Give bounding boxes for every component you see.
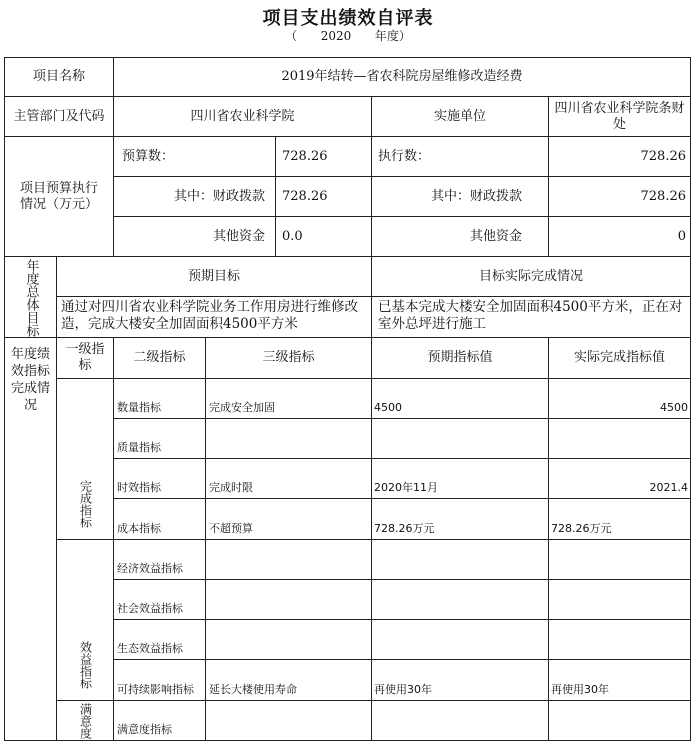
row-level2: 质量指标 bbox=[113, 418, 206, 459]
row-level3 bbox=[205, 418, 372, 459]
impl-unit-label: 实施单位 bbox=[371, 96, 549, 137]
exec-amount-value: 728.26 bbox=[548, 136, 691, 177]
group-completion: 完成指标 bbox=[56, 378, 114, 540]
header-actual: 实际完成指标值 bbox=[548, 337, 691, 379]
project-name-label: 项目名称 bbox=[4, 57, 114, 97]
row-level3: 完成安全加固 bbox=[205, 378, 372, 419]
other-exec-label: 其他资金 bbox=[371, 216, 549, 257]
header-level1: 一级指标 bbox=[56, 337, 114, 379]
project-name-value: 2019年结转—省农科院房屋维修改造经费 bbox=[113, 57, 691, 97]
row-actual: 2021.4 bbox=[548, 458, 691, 499]
row-level2: 生态效益指标 bbox=[113, 619, 206, 660]
expected-goal-text: 通过对四川省农业科学院业务工作用房进行维修改造，完成大楼安全加固面积4500平方米 bbox=[56, 296, 372, 338]
row-expected bbox=[371, 579, 549, 620]
row-expected bbox=[371, 418, 549, 459]
row-expected bbox=[371, 619, 549, 660]
header-expected: 预期指标值 bbox=[371, 337, 549, 379]
year-value: 2020 bbox=[320, 29, 352, 43]
dept-label: 主管部门及代码 bbox=[4, 96, 114, 137]
row-expected: 728.26万元 bbox=[371, 498, 549, 540]
group-benefit: 效益指标 bbox=[56, 539, 114, 701]
row-level3: 不超预算 bbox=[205, 498, 372, 540]
fiscal-exec-value: 728.26 bbox=[548, 176, 691, 217]
row-expected bbox=[371, 700, 549, 741]
budget-amount-value: 728.26 bbox=[275, 136, 372, 177]
form-title: 项目支出绩效自评表 bbox=[262, 8, 434, 29]
impl-unit-value: 四川省农业科学院条财处 bbox=[548, 96, 691, 137]
row-actual: 4500 bbox=[548, 378, 691, 419]
row-level3 bbox=[205, 579, 372, 620]
row-level2: 社会效益指标 bbox=[113, 579, 206, 620]
budget-section-label: 项目预算执行情况（万元） bbox=[4, 136, 114, 257]
row-level2: 数量指标 bbox=[113, 378, 206, 419]
row-level3 bbox=[205, 619, 372, 660]
row-level2: 可持续影响指标 bbox=[113, 659, 206, 701]
budget-amount-label: 预算数： bbox=[113, 136, 276, 177]
group-satisfaction: 满意度 bbox=[56, 700, 114, 741]
fiscal-budget-value: 728.26 bbox=[275, 176, 372, 217]
year-label: 年度） bbox=[374, 29, 411, 43]
row-actual: 728.26万元 bbox=[548, 498, 691, 540]
row-actual bbox=[548, 619, 691, 660]
fiscal-budget-label: 其中：财政拨款 bbox=[113, 176, 276, 217]
exec-amount-label: 执行数： bbox=[371, 136, 549, 177]
row-actual bbox=[548, 700, 691, 741]
row-expected: 再使用30年 bbox=[371, 659, 549, 701]
goals-side-label: 年度总体目标 bbox=[4, 256, 57, 338]
dept-value: 四川省农业科学院 bbox=[113, 96, 372, 137]
row-level2: 时效指标 bbox=[113, 458, 206, 499]
row-expected bbox=[371, 539, 549, 580]
fiscal-exec-label: 其中：财政拨款 bbox=[371, 176, 549, 217]
row-expected: 4500 bbox=[371, 378, 549, 419]
row-actual bbox=[548, 418, 691, 459]
header-level2: 二级指标 bbox=[113, 337, 206, 379]
row-level2: 经济效益指标 bbox=[113, 539, 206, 580]
actual-goal-text: 已基本完成大楼安全加固面积4500平方米，正在对室外总坪进行施工 bbox=[371, 296, 691, 338]
other-budget-label: 其他资金 bbox=[113, 216, 276, 257]
year-open-paren: （ bbox=[285, 29, 298, 43]
row-level2: 满意度指标 bbox=[113, 700, 206, 741]
row-expected: 2020年11月 bbox=[371, 458, 549, 499]
indicators-side-label: 年度绩效指标完成情况 bbox=[4, 337, 57, 741]
row-level3: 完成时限 bbox=[205, 458, 372, 499]
row-level2: 成本指标 bbox=[113, 498, 206, 540]
expected-goal-header: 预期目标 bbox=[56, 256, 372, 297]
header-level3: 三级指标 bbox=[205, 337, 372, 379]
other-budget-value: 0.0 bbox=[275, 216, 372, 257]
row-level3 bbox=[205, 700, 372, 741]
row-actual bbox=[548, 579, 691, 620]
row-actual bbox=[548, 539, 691, 580]
row-level3: 延长大楼使用寿命 bbox=[205, 659, 372, 701]
row-level3 bbox=[205, 539, 372, 580]
row-actual: 再使用30年 bbox=[548, 659, 691, 701]
other-exec-value: 0 bbox=[548, 216, 691, 257]
actual-goal-header: 目标实际完成情况 bbox=[371, 256, 691, 297]
